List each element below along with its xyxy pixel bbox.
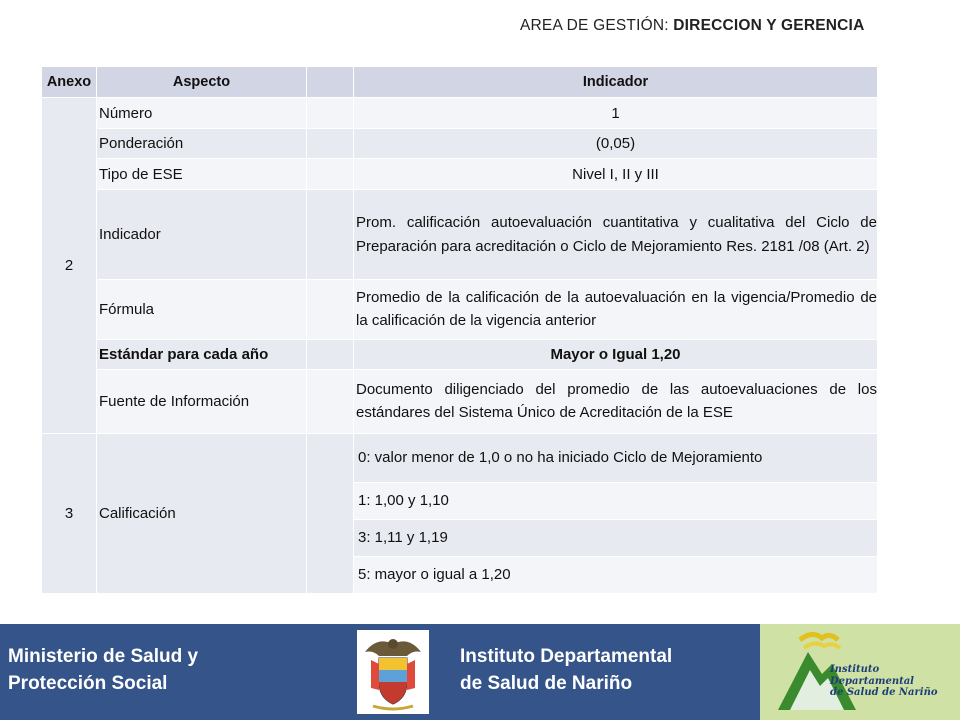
institute-logo (760, 624, 960, 720)
indicator-table (41, 66, 878, 594)
ministry-line-2: Protección Social (8, 672, 168, 694)
blank-cell (307, 280, 354, 340)
calificacion-item: 1: 1,00 y 1,10 (354, 482, 878, 519)
indicador-cell: Documento diligenciado del promedio de las autoevaluaciones de los estándares del Sistema Único de Acreditación de la ESE (354, 369, 878, 433)
indicador-cell: Promedio de la calificación de la autoevaluación en la vigencia/Promedio de la calificación de la vigencia anterior (354, 280, 878, 340)
blank-cell (307, 369, 354, 433)
calificacion-item: 3: 1,11 y 1,19 (354, 519, 878, 556)
institute-name (460, 644, 672, 697)
blank-cell (307, 339, 354, 369)
table-row (42, 339, 878, 369)
ministry-line-1: Ministerio de Salud y (8, 646, 199, 667)
aspecto-cell: Fórmula (97, 280, 307, 340)
calificacion-item: 0: valor menor de 1,0 o no ha iniciado Ciclo de Mejoramiento (354, 433, 878, 482)
table-row (42, 98, 878, 129)
table-row (42, 129, 878, 159)
table-row (42, 190, 878, 280)
table-header-row (42, 67, 878, 98)
indicador-cell: Prom. calificación autoevaluación cuantitativa y cualitativa del Ciclo de Preparación para acreditación o Ciclo de Mejoramiento Res. 2181 /08 (Art. 2) (354, 190, 878, 280)
logo-line-2: Departamental (830, 675, 914, 687)
aspecto-cell: Indicador (97, 190, 307, 280)
blank-cell (307, 190, 354, 280)
aspecto-cell: Estándar para cada año (97, 339, 307, 369)
footer-bar (0, 624, 960, 720)
area-heading (520, 17, 864, 35)
table-row (42, 369, 878, 433)
logo-line-3: de Salud de Nariño (830, 687, 938, 698)
ministry-name (8, 644, 198, 697)
logo-line-1: Instituto (830, 664, 880, 675)
logo-text (830, 664, 938, 699)
indicador-cell: Nivel I, II y III (354, 159, 878, 190)
anexo-cell: 3 (42, 433, 97, 593)
aspecto-cell: Tipo de ESE (97, 159, 307, 190)
col-header-indicador: Indicador (354, 67, 878, 98)
area-label: AREA DE GESTIÓN: (520, 17, 669, 34)
col-header-blank (307, 67, 354, 98)
blank-cell (307, 98, 354, 129)
area-value: DIRECCION Y GERENCIA (673, 17, 865, 34)
blank-cell (307, 433, 354, 593)
anexo-cell: 2 (42, 98, 97, 434)
indicador-cell: 1 (354, 98, 878, 129)
table-row (42, 433, 878, 482)
aspecto-cell: Calificación (97, 433, 307, 593)
table-row (42, 159, 878, 190)
aspecto-cell: Número (97, 98, 307, 129)
institute-line-2: de Salud de Nariño (460, 672, 633, 694)
institute-line-1: Instituto Departamental (460, 646, 673, 667)
aspecto-cell: Ponderación (97, 129, 307, 159)
col-header-aspecto: Aspecto (97, 67, 307, 98)
table-row (42, 280, 878, 340)
aspecto-cell: Fuente de Información (97, 369, 307, 433)
blank-cell (307, 159, 354, 190)
blank-cell (307, 129, 354, 159)
colombia-coat-of-arms-icon (357, 630, 429, 714)
col-header-anexo: Anexo (42, 67, 97, 98)
indicador-cell: Mayor o Igual 1,20 (354, 339, 878, 369)
indicador-cell: (0,05) (354, 129, 878, 159)
calificacion-item: 5: mayor o igual a 1,20 (354, 556, 878, 593)
